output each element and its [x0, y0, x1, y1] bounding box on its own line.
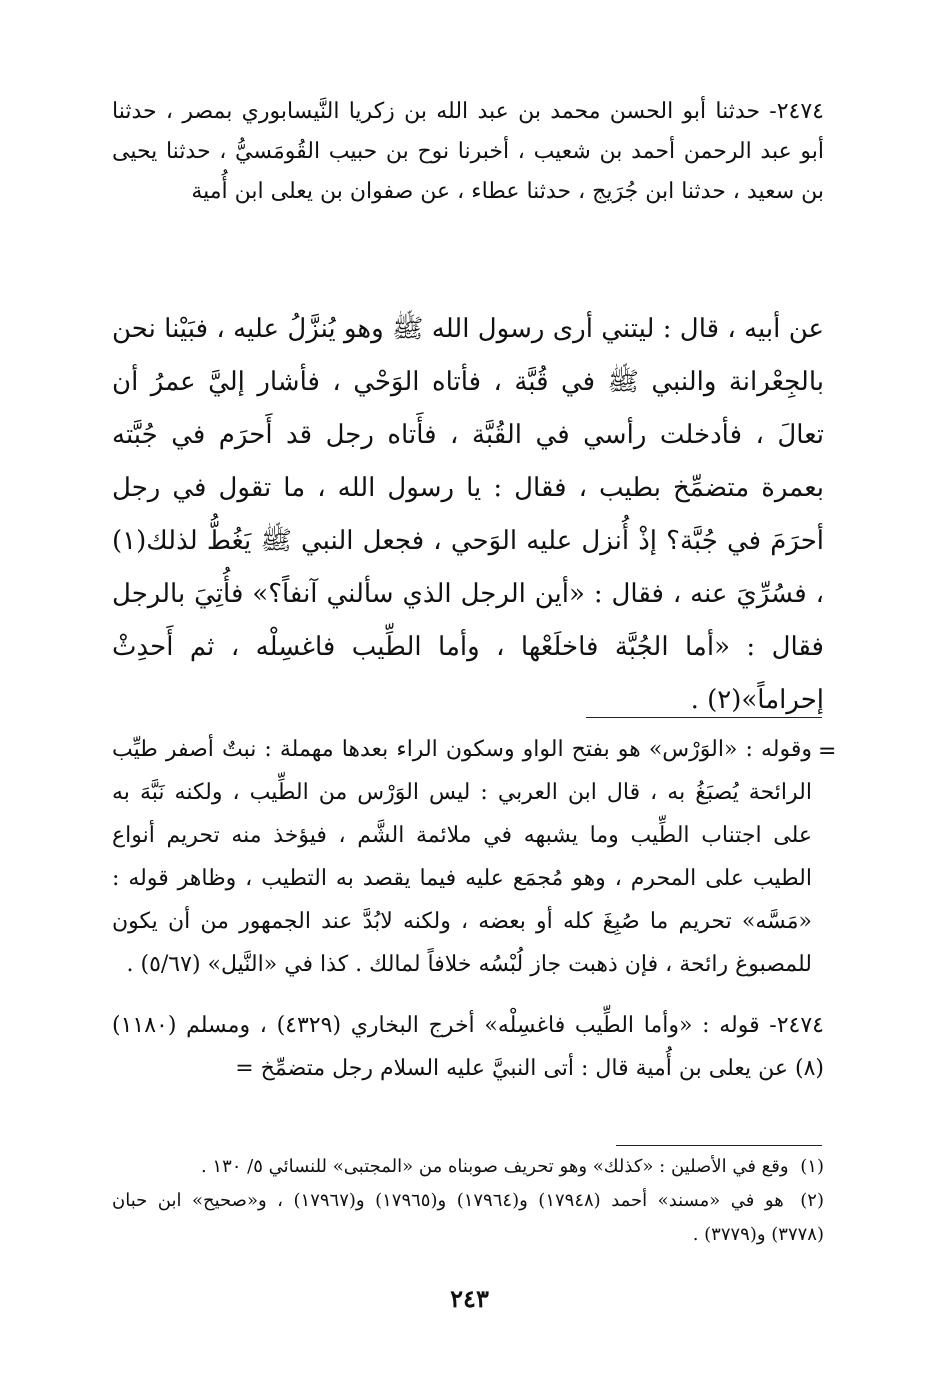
footnote-2 — [112, 1184, 824, 1252]
main-separator-rule — [586, 717, 822, 718]
commentary-continuation: وقوله : «الوَرْس» هو بفتح الواو وسكون الراء بعدها مهملة : نبتٌ أصفر طيِّب الرائحة يُصبَغُ به ، قال ابن العربي : ليس الوَرْس من الطِّيب ، ولكنه نَبَّهَ به على اجتناب الطِّيب وما يشبهه في ملائمة الشَّم ، فيؤخذ منه تحريم أنواع الطيب على المحرم ، وهو مُجمَع عليه فيما يقصد به التطيب ، وظاهر قوله : «مَسَّه» تحريم ما صُبِغَ كله أو بعضه ، ولكنه لابُدَّ عند الجمهور من أن يكون للمصبوغ رائحة ، فإن ذهبت جاز لُبْسُه خلافاً لمالك . كذا في «النَّيل» (٥/٦٧) . — [112, 737, 812, 977]
footnote-1 — [112, 1150, 824, 1184]
continuation-mark: = — [818, 739, 837, 764]
footnote-1-number: (١) — [800, 1156, 824, 1177]
footnote-2-text: هو في «مسند» أحمد (١٧٩٤٨) و(١٧٩٦٤) و(١٧٩٦٥) و(١٧٩٦٧) ، و«صحيح» ابن حبان (٣٧٧٨) و(٣٧٧٩) . — [112, 1190, 824, 1245]
commentary-new-entry: ٢٤٧٤- قوله : «وأما الطِّيب فاغسِلْه» أخرج البخاري (٤٣٢٩) ، ومسلم (١١٨٠) (٨) عن يعلى بن أُمية قال : أتى النبيَّ عليه السلام رجل متضمِّخ = — [112, 1013, 824, 1081]
footnote-separator-rule — [616, 1145, 822, 1146]
hadith-matn: عن أبيه ، قال : ليتني أرى رسول الله ﷺ وهو يُنزَّلُ عليه ، فبَيْنا نحن بالجِعْرانة والنبي ﷺ في قُبَّة ، فأتاه الوَحْي ، فأشار إليَّ عمرُ أن تعالَ ، فأدخلت رأسي في القُبَّة ، فأَتاه رجل قد أَحرَم في جُبَّته بعمرة متضمِّخ بطيب ، فقال : يا رسول الله ، ما تقول في رجل أحرَمَ في جُبَّة؟ إذْ أُنزل عليه الوَحي ، فجعل النبي ﷺ يَغُطُّ لذلك(١) ، فسُرِّيَ عنه ، فقال : «أين الرجل الذي سألني آنفاً؟» فأُتِيَ بالرجل فقال : «أما الجُبَّة فاخلَعْها ، وأما الطِّيب فاغسِلْه ، ثم أَحدِثْ إحراماً»(٢) . — [112, 314, 824, 715]
footnotes — [112, 1150, 824, 1252]
footnote-2-number: (٢) — [800, 1190, 824, 1211]
page-number: ٢٤٣ — [450, 1284, 489, 1313]
hadith-isnad: ٢٤٧٤- حدثنا أبو الحسن محمد بن عبد الله بن زكريا النَّيسابوري بمصر ، حدثنا أبو عبد الرحمن أحمد بن شعيب ، أخبرنا نوح بن حبيب القُومَسيُّ ، حدثنا يحيى بن سعيد ، حدثنا ابن جُرَيج ، حدثنا عطاء ، عن صفوان بن يعلى ابن أُمية — [112, 99, 824, 204]
footnote-1-text: وقع في الأصلين : «كذلك» وهو تحريف صوبناه من «المجتبى» للنسائي ٥/ ١٣٠ . — [200, 1156, 789, 1177]
